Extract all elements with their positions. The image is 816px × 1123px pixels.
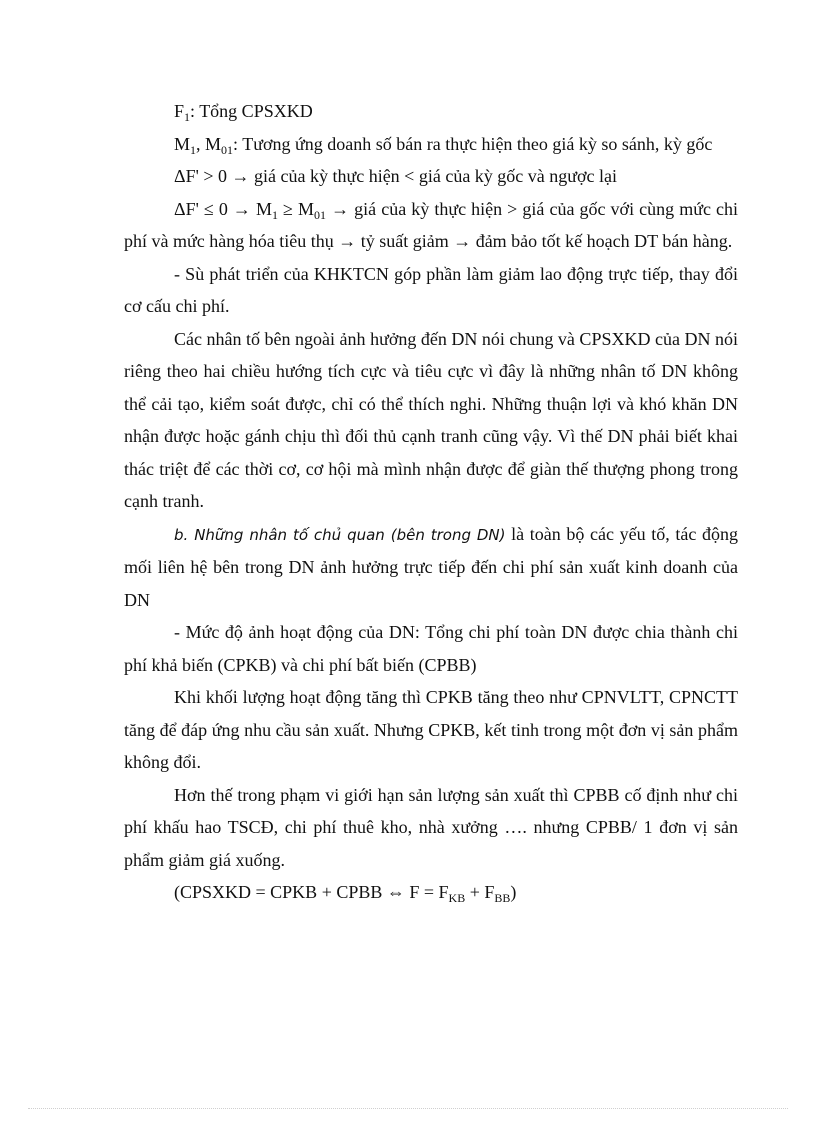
paragraph-khktcn: - Sù phát triển của KHKTCN góp phần làm giảm lao động trực tiếp, thay đổi cơ cấu chi phí.: [124, 263, 738, 316]
paragraph-internal-factors: b. Những nhân tố chủ quan (bên trong DN) là toàn bộ các yếu tố, tác động mối liên hệ bên trong DN ảnh hưởng trực tiếp đến chi phí sản xuất kinh doanh của DN: [124, 523, 738, 610]
paragraph-fixed-costs: Hơn thế trong phạm vi giới hạn sản lượng sản xuất thì CPBB cố định như chi phí khấu hao TSCĐ, chi phí thuê kho, nhà xưởng …. nhưng CPBB/ 1 đơn vị sản phẩm giảm giá xuống.: [124, 784, 738, 870]
paragraph-f1: $F_1$: Tổng CPSXKD: [174, 101, 313, 124]
paragraph-external-factors: Các nhân tố bên ngoài ảnh hưởng đến DN nói chung và CPSXKD của DN nói riêng theo hai chiều hướng tích cực và tiêu cực vì đây là những nhân tố DN không thể cải tạo, kiểm soát được, chỉ có thể thích nghi. Những thuận lợi và khó khăn DN nhận được hoặc gánh chịu thì đối thủ cạnh tranh cũng vậy. Vì thế DN phải biết khai thác triệt để các thời cơ, cơ hội mà mình nhận được để giàn thế thượng phong trong cạnh tranh.: [124, 328, 738, 511]
paragraph-volume: Khi khối lượng hoạt động tăng thì CPKB tăng theo như CPNVLTT, CPNCTT tăng để đáp ứng nhu cầu sản xuất. Nhưng CPKB, kết tinh trong một đơn vị sản phẩm không đổi.: [124, 687, 738, 772]
body-text: [124, 95, 738, 909]
paragraph-m-definition: $M_1$, $M_{01}$: Tương ứng doanh số bán ra thực hiện theo giá kỳ so sánh, kỳ gốc: [174, 133, 713, 157]
paragraph-activity-level: - Mức độ ảnh hoạt động của DN: Tổng chi phí toàn DN được chia thành chi phí khả biến (CPKB) và chi phí bất biến (CPBB): [124, 622, 738, 675]
paragraph-formula: (CPSXKD = CPKB + CPBB ⇔ $F = F_{KB} + F_{BB}$): [174, 882, 517, 905]
paragraph-delta-nonpositive: $\Delta F' \le 0 \to M_1 \ge M_{01}$ → giá của kỳ thực hiện > giá của gốc với cùng mức chi phí và mức hàng hóa tiêu thụ → tỷ suất giảm → đảm bảo tốt kế hoạch DT bán hàng.: [124, 198, 739, 251]
paragraph-delta-positive: ΔF' > 0 → giá của kỳ thực hiện < giá của kỳ gốc và ngược lại: [174, 166, 618, 186]
footer-divider: [28, 1108, 788, 1109]
section-label-b: b. Những nhân tố chủ quan (bên trong DN): [174, 525, 506, 544]
